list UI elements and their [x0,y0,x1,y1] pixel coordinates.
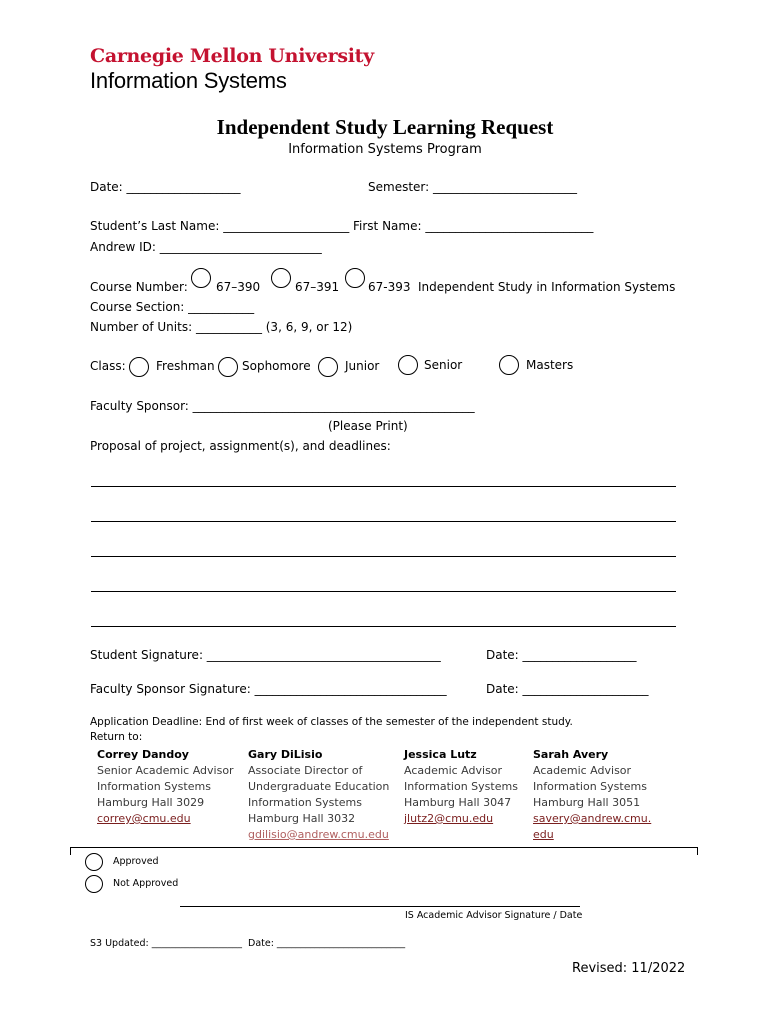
approved-label: Approved [113,856,159,867]
contact-title: Associate Director of [248,764,363,777]
contact-title: Senior Academic Advisor [97,764,234,777]
contact-email-link[interactable]: gdilisio@andrew.cmu.edu [248,828,389,841]
course-67-393-radio[interactable] [345,268,365,288]
class-option-label: Sophomore [242,359,311,373]
contact-card [404,747,518,827]
contact-title: Undergraduate Education [248,780,390,793]
course-67-391-radio[interactable] [271,268,291,288]
advisor-signature-caption: IS Academic Advisor Signature / Date [405,910,583,921]
return-to-label: Return to: [90,731,143,743]
student-signature-date-field[interactable]: Date: ___________________ [486,648,637,662]
course-section-field[interactable]: Course Section: ___________ [90,300,255,314]
faculty-signature-field[interactable]: Faculty Sponsor Signature: ________________________________ [90,682,447,696]
proposal-line[interactable] [91,591,676,592]
contact-office: Hamburg Hall 3051 [533,796,641,809]
contact-email-link[interactable]: edu [533,828,554,841]
contact-department: Information Systems [533,780,647,793]
s3-date-field[interactable]: Date: ___________________________ [248,938,406,949]
course-67-390-radio[interactable] [191,268,211,288]
form-title: Independent Study Learning Request [216,115,554,139]
contact-office: Hamburg Hall 3047 [404,796,512,809]
s3-updated-field[interactable]: S3 Updated: ___________________ [90,938,242,949]
contact-department: Information Systems [248,796,362,809]
application-deadline: Application Deadline: End of first week of classes of the semester of the independent study. [90,716,573,728]
university-name: Carnegie Mellon University [90,45,374,67]
revised-date: Revised: 11/2022 [572,961,686,976]
contact-department: Information Systems [404,780,518,793]
contact-name: Correy Dandoy [97,748,189,761]
class-option-label: Freshman [156,359,215,373]
section-divider-tick [697,847,698,855]
contact-card [248,747,389,843]
department-name: Information Systems [90,68,287,93]
contact-department: Information Systems [97,780,211,793]
course-number-label: Course Number: [90,280,188,294]
semester-field[interactable]: Semester: ________________________ [368,180,577,194]
class-masters-radio[interactable] [499,355,519,375]
proposal-label: Proposal of project, assignment(s), and deadlines: [90,439,391,453]
class-option-label: Senior [424,358,463,372]
contact-email-link[interactable]: jlutz2@cmu.edu [404,812,494,825]
section-divider-tick [70,847,71,855]
approved-radio[interactable] [85,853,103,871]
class-senior-radio[interactable] [398,355,418,375]
student-name-field[interactable]: Student’s Last Name: _____________________ First Name: ____________________________ [90,219,594,233]
form-subtitle: Information Systems Program [288,142,482,157]
contact-office: Hamburg Hall 3029 [97,796,205,809]
contact-office: Hamburg Hall 3032 [248,812,356,825]
course-option-label: 67-393 [368,280,411,294]
contact-title: Academic Advisor [533,764,632,777]
proposal-line[interactable] [91,486,676,487]
course-option-label: 67–390 [216,280,261,294]
class-junior-radio[interactable] [318,357,338,377]
contact-email-link[interactable]: correy@cmu.edu [97,812,191,825]
contact-name: Jessica Lutz [404,748,477,761]
proposal-line[interactable] [91,626,676,627]
course-option-label: 67–391 [295,280,340,294]
class-option-label: Masters [526,358,574,372]
class-freshman-radio[interactable] [129,357,149,377]
contact-card [533,747,651,843]
not-approved-radio[interactable] [85,875,103,893]
class-option-label: Junior [345,359,380,373]
contact-name: Gary DiLisio [248,748,323,761]
student-signature-field[interactable]: Student Signature: _______________________________________ [90,648,441,662]
class-sophomore-radio[interactable] [218,357,238,377]
proposal-line[interactable] [91,521,676,522]
proposal-line[interactable] [91,556,676,557]
class-label: Class: [90,359,126,373]
faculty-sponsor-field[interactable]: Faculty Sponsor: _______________________________________________ [90,399,475,413]
section-divider [70,847,697,848]
advisor-signature-line[interactable] [180,906,580,907]
andrew-id-field[interactable]: Andrew ID: ___________________________ [90,240,322,254]
course-description: Independent Study in Information Systems [418,280,676,294]
date-field[interactable]: Date: ___________________ [90,180,241,194]
contact-email-link[interactable]: savery@andrew.cmu. [533,812,652,825]
contact-title: Academic Advisor [404,764,503,777]
not-approved-label: Not Approved [113,878,179,889]
contact-card [97,747,234,827]
contact-name: Sarah Avery [533,748,609,761]
number-of-units-field[interactable]: Number of Units: ___________ (3, 6, 9, or 12) [90,320,353,334]
please-print-note: (Please Print) [328,419,408,433]
faculty-signature-date-field[interactable]: Date: _____________________ [486,682,649,696]
